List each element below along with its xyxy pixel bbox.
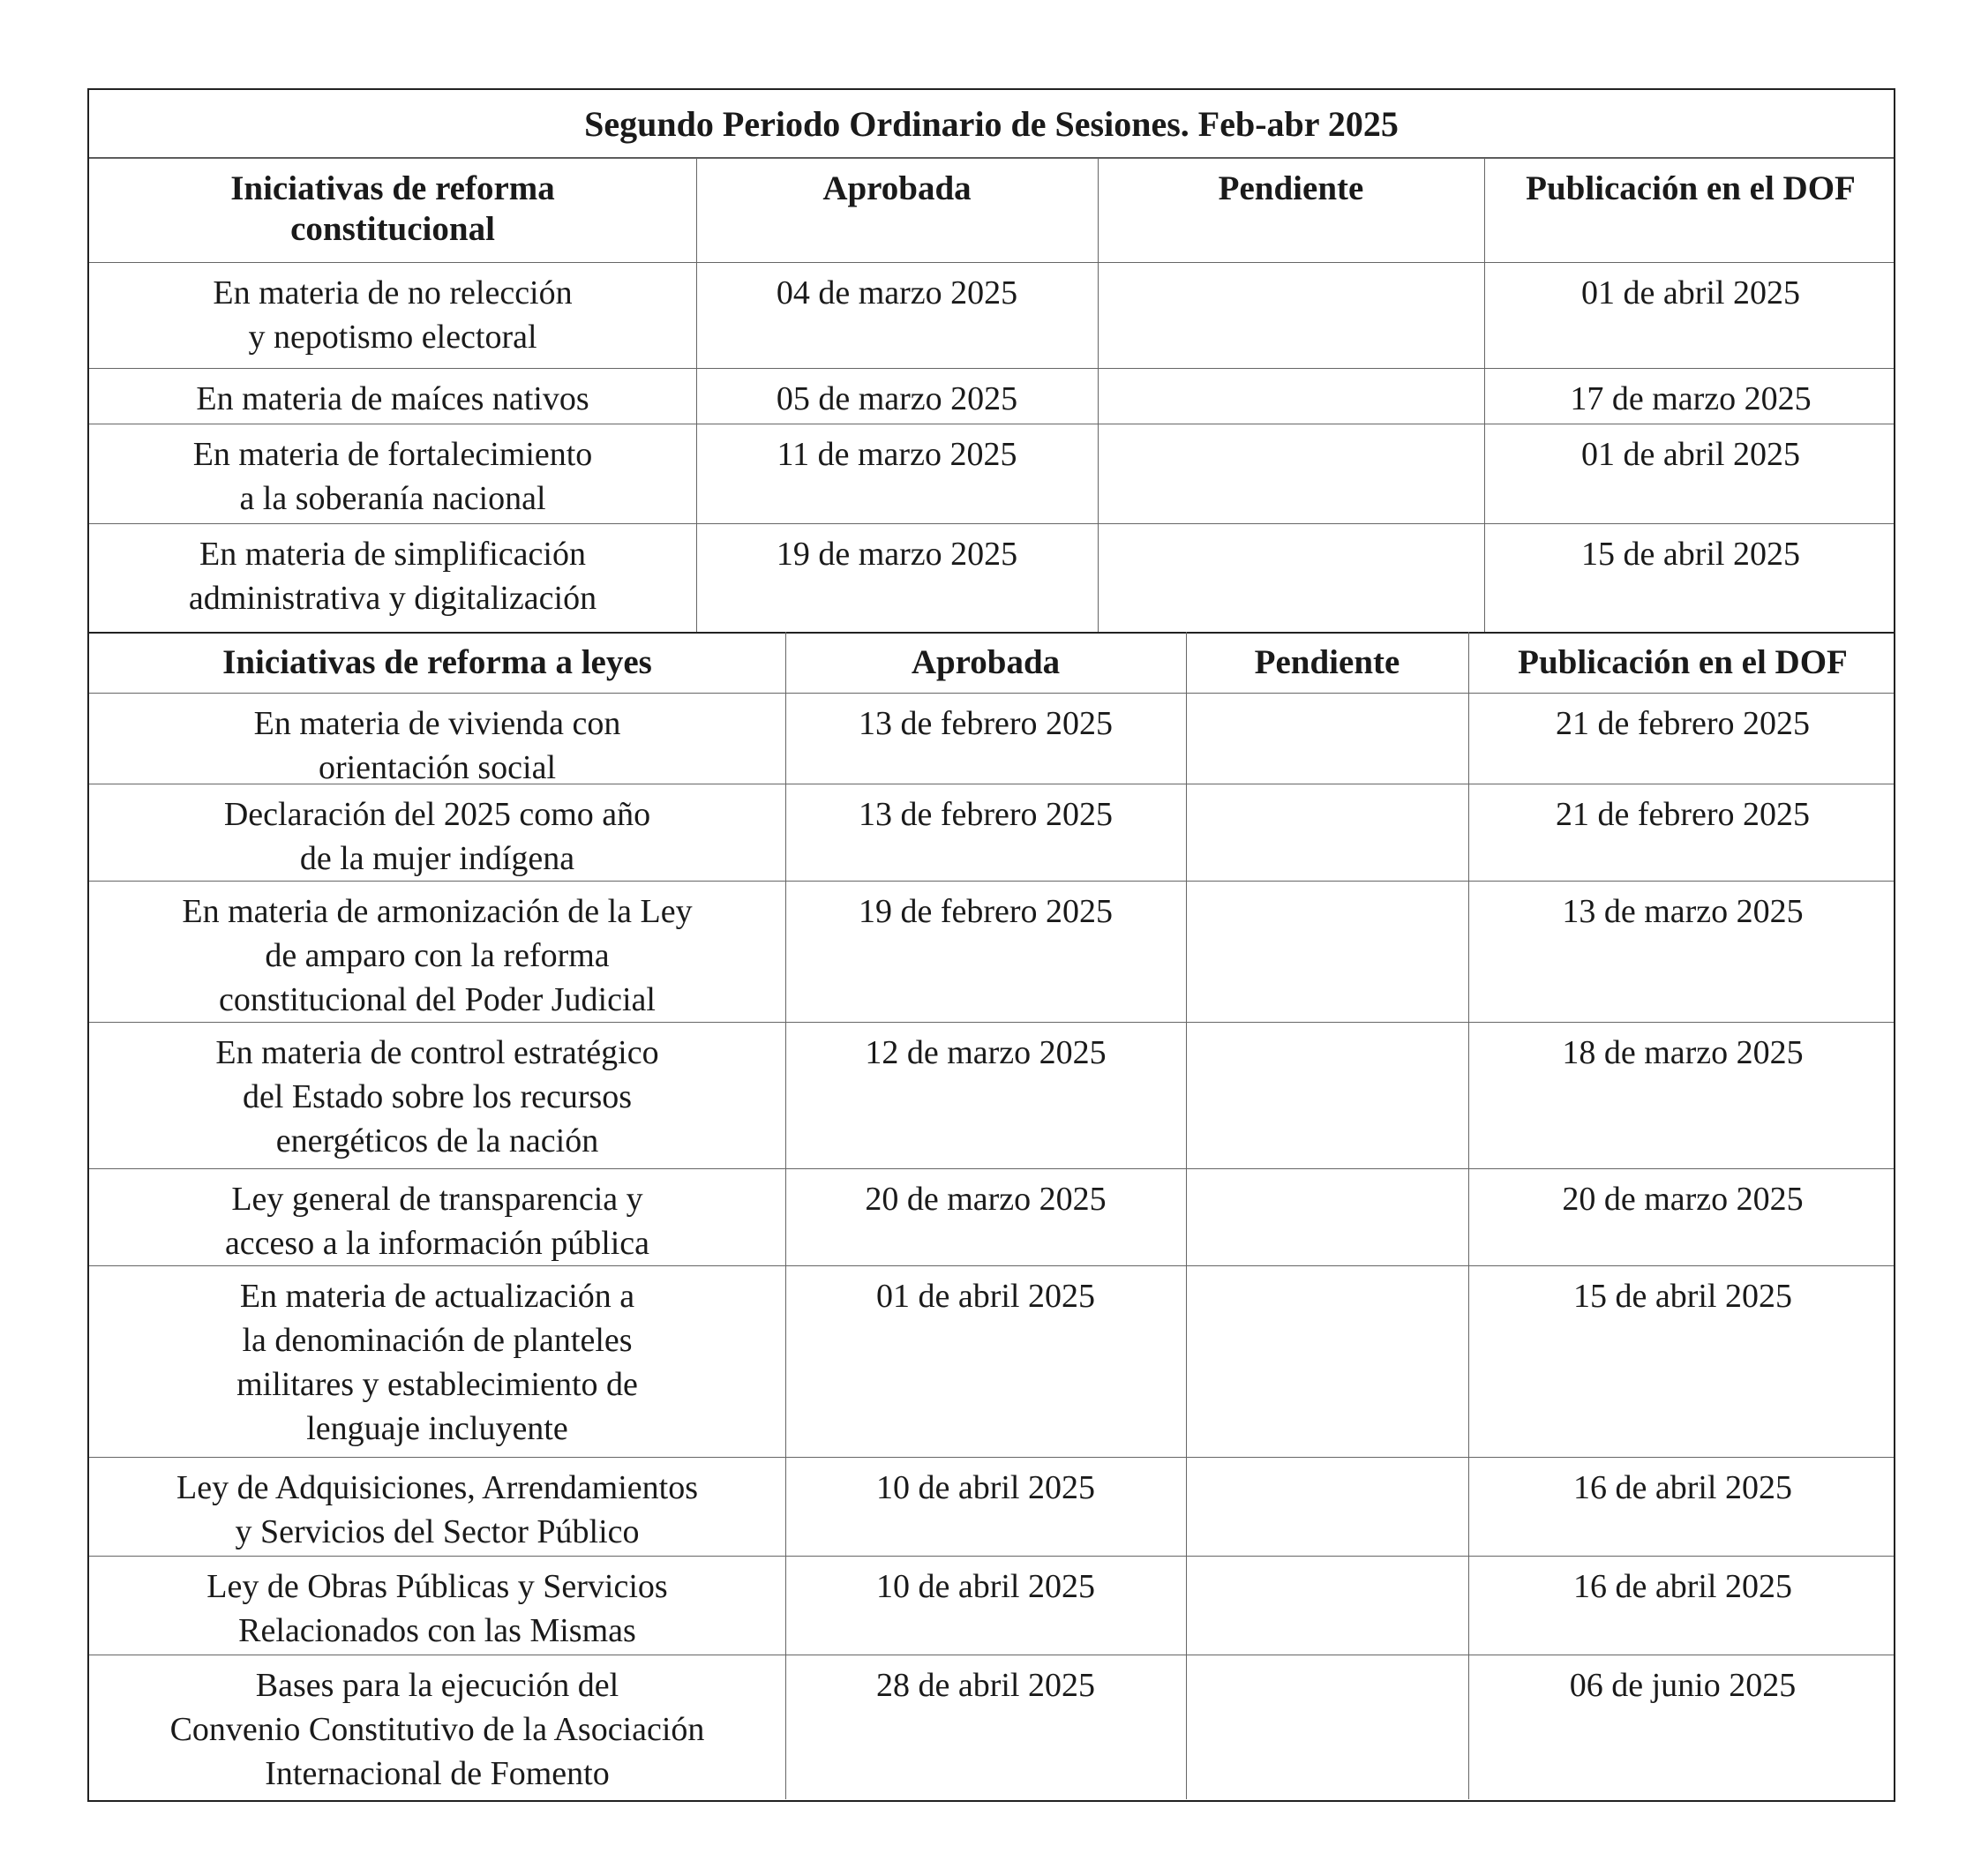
column-divider bbox=[1186, 632, 1187, 693]
table-row bbox=[89, 784, 1894, 881]
cell-iniciativa: En materia de armonización de la Ley de amparo con la reforma constitucional del Poder Judicial bbox=[182, 893, 693, 1018]
header-aprobada: Aprobada bbox=[911, 643, 1061, 681]
cell-iniciativa: Ley general de transparencia y acceso a la información pública bbox=[224, 1181, 650, 1262]
header-dof: Publicación en el DOF bbox=[1518, 643, 1848, 681]
cell-dof: 16 de abril 2025 bbox=[1572, 1568, 1792, 1605]
header-pendiente: Pendiente bbox=[1218, 169, 1364, 207]
cell-aprobada: 20 de marzo 2025 bbox=[865, 1181, 1107, 1218]
column-divider bbox=[1186, 1457, 1187, 1556]
column-divider bbox=[785, 881, 786, 1022]
column-divider bbox=[1186, 784, 1187, 881]
cell-dof: 20 de marzo 2025 bbox=[1562, 1181, 1804, 1218]
leyes-header bbox=[89, 632, 1894, 693]
column-divider bbox=[1484, 424, 1485, 523]
cell-iniciativa: En materia de actualización a la denominación de planteles militares y establecimiento de lenguaje incluyente bbox=[236, 1278, 638, 1447]
reform-table bbox=[87, 88, 1895, 1802]
table-row bbox=[89, 693, 1894, 784]
table-row bbox=[89, 1556, 1894, 1655]
column-divider bbox=[1468, 1265, 1469, 1457]
cell-dof: 21 de febrero 2025 bbox=[1555, 796, 1811, 833]
column-divider bbox=[1098, 523, 1099, 632]
cell-pendiente bbox=[1098, 424, 1484, 523]
cell-aprobada: 19 de febrero 2025 bbox=[858, 893, 1114, 930]
column-divider bbox=[696, 368, 697, 424]
cell-iniciativa: Ley de Obras Públicas y Servicios Relacionados con las Mismas bbox=[206, 1568, 668, 1649]
column-divider bbox=[1468, 632, 1469, 693]
column-divider bbox=[785, 1457, 786, 1556]
cell-pendiente bbox=[1186, 1022, 1468, 1168]
table-row bbox=[89, 368, 1894, 424]
column-divider bbox=[696, 523, 697, 632]
table-title: Segundo Periodo Ordinario de Sesiones. Feb-abr 2025 bbox=[89, 90, 1894, 158]
column-divider bbox=[785, 1168, 786, 1265]
column-divider bbox=[696, 158, 697, 262]
cell-pendiente bbox=[1186, 1655, 1468, 1799]
column-divider bbox=[1186, 1168, 1187, 1265]
cell-iniciativa: Ley de Adquisiciones, Arrendamientos y Servicios del Sector Público bbox=[176, 1469, 698, 1550]
column-divider bbox=[785, 693, 786, 784]
column-divider bbox=[1468, 1168, 1469, 1265]
cell-aprobada: 13 de febrero 2025 bbox=[858, 705, 1114, 742]
cell-iniciativa: En materia de simplificación administrativa y digitalización bbox=[188, 536, 597, 617]
column-divider bbox=[1468, 1556, 1469, 1655]
table-row bbox=[89, 262, 1894, 368]
cell-iniciativa: En materia de no relección y nepotismo electoral bbox=[213, 274, 573, 356]
column-divider bbox=[785, 784, 786, 881]
column-divider bbox=[1468, 1457, 1469, 1556]
table-row bbox=[89, 523, 1894, 632]
cell-aprobada: 12 de marzo 2025 bbox=[865, 1034, 1107, 1071]
column-divider bbox=[1098, 424, 1099, 523]
cell-iniciativa: En materia de control estratégico del Estado sobre los recursos energéticos de la nación bbox=[215, 1034, 659, 1159]
cell-aprobada: 01 de abril 2025 bbox=[875, 1278, 1095, 1315]
column-divider bbox=[1098, 368, 1099, 424]
column-divider bbox=[1186, 881, 1187, 1022]
column-divider bbox=[785, 1655, 786, 1799]
column-divider bbox=[1468, 784, 1469, 881]
cell-pendiente bbox=[1098, 262, 1484, 368]
header-pendiente: Pendiente bbox=[1254, 643, 1400, 681]
column-divider bbox=[1098, 158, 1099, 262]
cell-iniciativa: En materia de maíces nativos bbox=[196, 380, 589, 417]
cell-aprobada: 04 de marzo 2025 bbox=[776, 274, 1018, 311]
cell-dof: 21 de febrero 2025 bbox=[1555, 705, 1811, 742]
column-divider bbox=[1186, 1022, 1187, 1168]
cell-pendiente bbox=[1098, 368, 1484, 424]
column-divider bbox=[1186, 1265, 1187, 1457]
cell-aprobada: 10 de abril 2025 bbox=[875, 1469, 1095, 1506]
column-divider bbox=[1484, 523, 1485, 632]
cell-dof: 06 de junio 2025 bbox=[1569, 1667, 1797, 1704]
cell-aprobada: 13 de febrero 2025 bbox=[858, 796, 1114, 833]
column-divider bbox=[1484, 158, 1485, 262]
column-divider bbox=[696, 424, 697, 523]
cell-dof: 15 de abril 2025 bbox=[1580, 536, 1800, 573]
column-divider bbox=[785, 1022, 786, 1168]
table-row bbox=[89, 424, 1894, 523]
cell-pendiente bbox=[1186, 784, 1468, 881]
cell-aprobada: 28 de abril 2025 bbox=[875, 1667, 1095, 1704]
column-divider bbox=[785, 632, 786, 693]
cell-pendiente bbox=[1186, 693, 1468, 784]
column-divider bbox=[1484, 262, 1485, 368]
column-divider bbox=[696, 262, 697, 368]
cell-aprobada: 19 de marzo 2025 bbox=[776, 536, 1018, 573]
cell-pendiente bbox=[1186, 1265, 1468, 1457]
cell-dof: 15 de abril 2025 bbox=[1572, 1278, 1792, 1315]
cell-pendiente bbox=[1186, 881, 1468, 1022]
cell-aprobada: 05 de marzo 2025 bbox=[776, 380, 1018, 417]
header-aprobada: Aprobada bbox=[822, 169, 972, 207]
column-divider bbox=[1484, 368, 1485, 424]
column-divider bbox=[1468, 693, 1469, 784]
table-row bbox=[89, 1168, 1894, 1265]
cell-pendiente bbox=[1186, 1457, 1468, 1556]
column-divider bbox=[1186, 1556, 1187, 1655]
cell-pendiente bbox=[1186, 1168, 1468, 1265]
column-divider bbox=[1468, 1655, 1469, 1799]
constitucional-header bbox=[89, 158, 1894, 262]
column-divider bbox=[1186, 1655, 1187, 1799]
column-divider bbox=[1186, 693, 1187, 784]
cell-aprobada: 11 de marzo 2025 bbox=[777, 436, 1017, 473]
cell-pendiente bbox=[1186, 1556, 1468, 1655]
cell-iniciativa: En materia de vivienda con orientación social bbox=[253, 705, 621, 786]
column-divider bbox=[785, 1265, 786, 1457]
table-row bbox=[89, 881, 1894, 1022]
cell-dof: 01 de abril 2025 bbox=[1580, 436, 1800, 473]
cell-dof: 16 de abril 2025 bbox=[1572, 1469, 1792, 1506]
cell-dof: 13 de marzo 2025 bbox=[1562, 893, 1804, 930]
table-row bbox=[89, 1457, 1894, 1556]
cell-pendiente bbox=[1098, 523, 1484, 632]
cell-iniciativa: En materia de fortalecimiento a la soberanía nacional bbox=[192, 436, 593, 517]
column-divider bbox=[1468, 1022, 1469, 1168]
cell-dof: 17 de marzo 2025 bbox=[1570, 380, 1812, 417]
header-iniciativa: Iniciativas de reforma constitucional bbox=[230, 169, 555, 248]
table-row bbox=[89, 1655, 1894, 1799]
header-dof: Publicación en el DOF bbox=[1526, 169, 1856, 207]
cell-dof: 01 de abril 2025 bbox=[1580, 274, 1800, 311]
cell-dof: 18 de marzo 2025 bbox=[1562, 1034, 1804, 1071]
column-divider bbox=[785, 1556, 786, 1655]
table-row bbox=[89, 1022, 1894, 1168]
column-divider bbox=[1098, 262, 1099, 368]
table-row bbox=[89, 1265, 1894, 1457]
cell-aprobada: 10 de abril 2025 bbox=[875, 1568, 1095, 1605]
cell-iniciativa: Declaración del 2025 como año de la mujer indígena bbox=[223, 796, 651, 877]
column-divider bbox=[1468, 881, 1469, 1022]
header-iniciativa: Iniciativas de reforma a leyes bbox=[222, 643, 652, 681]
cell-iniciativa: Bases para la ejecución del Convenio Constitutivo de la Asociación Internacional de Fomento bbox=[169, 1667, 705, 1792]
